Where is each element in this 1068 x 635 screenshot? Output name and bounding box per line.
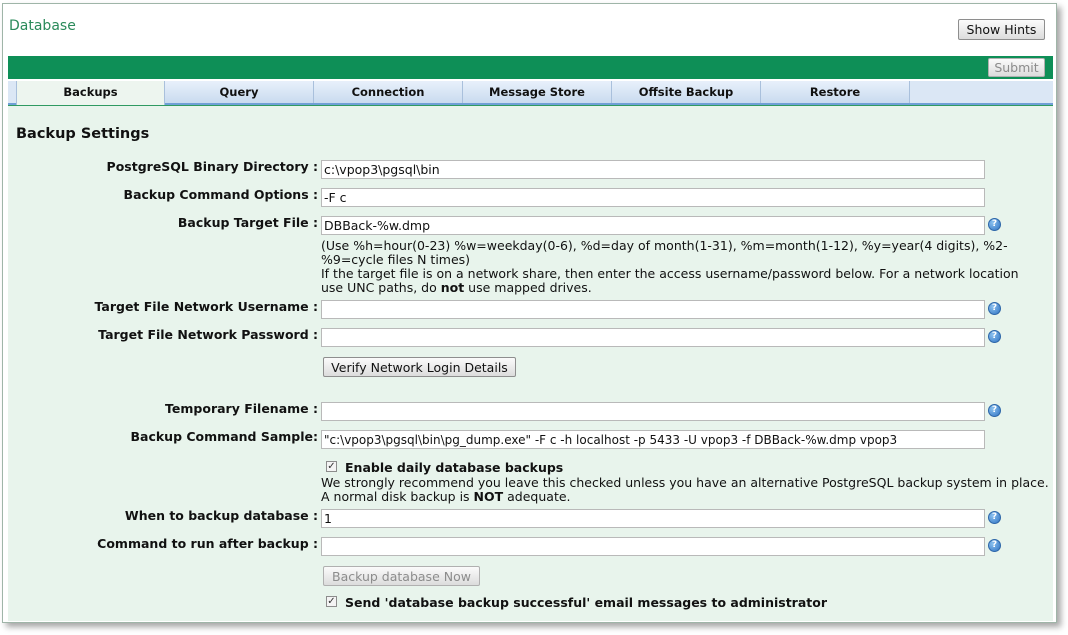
verify-network-login-button[interactable]: Verify Network Login Details xyxy=(323,357,516,377)
disk-backup-note-end: adequate. xyxy=(503,489,571,504)
disk-backup-note-text: A normal disk backup is xyxy=(321,489,474,504)
when-to-backup-label: When to backup database : xyxy=(124,508,318,523)
page-title: Database xyxy=(9,18,76,34)
submit-bar xyxy=(8,56,1053,79)
target-password-input[interactable] xyxy=(321,328,985,347)
when-to-backup-input[interactable] xyxy=(321,509,985,528)
disk-backup-note xyxy=(321,490,1051,504)
tab-backups[interactable]: Backups xyxy=(16,81,165,105)
network-share-note-end: use mapped drives. xyxy=(464,280,592,295)
target-file-syntax-note: (Use %h=hour(0-23) %w=weekday(0-6), %d=day of month(1-31), %m=month(1-12), %y=year(4 digits), %2-%9=cycle files N times) xyxy=(321,238,1008,267)
network-share-note xyxy=(321,267,1041,295)
network-share-note-text: If the target file is on a network share, then enter the access username/password below. For a network location use UNC paths, do xyxy=(321,266,1019,295)
backup-settings-form xyxy=(8,105,1053,621)
pg-binary-dir-input[interactable] xyxy=(321,160,985,179)
tab-query[interactable]: Query xyxy=(165,81,314,103)
backup-target-file-label: Backup Target File : xyxy=(177,215,318,230)
pg-binary-dir-label: PostgreSQL Binary Directory : xyxy=(106,159,318,174)
tab-connection[interactable]: Connection xyxy=(314,81,463,103)
backup-cmd-options-label: Backup Command Options : xyxy=(123,187,318,202)
help-icon[interactable]: ? xyxy=(988,539,1001,552)
tab-offsite-backup[interactable]: Offsite Backup xyxy=(612,81,761,103)
help-icon[interactable]: ? xyxy=(988,302,1001,315)
cmd-after-backup-label: Command to run after backup : xyxy=(97,536,318,551)
send-email-label: Send 'database backup successful' email messages to administrator xyxy=(345,595,828,610)
help-icon[interactable]: ? xyxy=(988,511,1001,524)
cmd-after-backup-input[interactable] xyxy=(321,537,985,556)
temp-filename-label: Temporary Filename : xyxy=(165,401,318,416)
tab-restore[interactable]: Restore xyxy=(761,81,910,103)
send-email-checkbox[interactable]: ✓ xyxy=(327,596,336,607)
target-password-label: Target File Network Password : xyxy=(98,327,318,342)
submit-button[interactable]: Submit xyxy=(988,58,1045,77)
section-title: Backup Settings xyxy=(16,126,150,142)
backup-target-file-input[interactable] xyxy=(321,216,985,235)
backup-cmd-sample-label: Backup Command Sample: xyxy=(130,429,318,444)
help-icon[interactable]: ? xyxy=(988,404,1001,417)
help-icon[interactable]: ? xyxy=(988,218,1001,231)
tab-bar xyxy=(8,81,1053,105)
backup-now-button[interactable]: Backup database Now xyxy=(323,566,480,586)
daily-recommendation-note: We strongly recommend you leave this checked unless you have an alternative PostgreSQL backup system in place. xyxy=(321,475,1049,490)
tab-message-store[interactable]: Message Store xyxy=(463,81,612,103)
backup-cmd-sample-input[interactable] xyxy=(321,430,985,449)
disk-backup-note-emphasis: NOT xyxy=(473,489,504,504)
database-panel xyxy=(2,3,1057,623)
enable-daily-label: Enable daily database backups xyxy=(345,460,564,475)
network-share-note-emphasis: not xyxy=(440,280,465,295)
target-username-input[interactable] xyxy=(321,300,985,319)
show-hints-button[interactable]: Show Hints xyxy=(958,19,1045,40)
enable-daily-checkbox[interactable]: ✓ xyxy=(327,461,336,472)
temp-filename-input[interactable] xyxy=(321,402,985,421)
backup-cmd-options-input[interactable] xyxy=(321,188,985,207)
help-icon[interactable]: ? xyxy=(988,330,1001,343)
target-username-label: Target File Network Username : xyxy=(94,299,318,314)
